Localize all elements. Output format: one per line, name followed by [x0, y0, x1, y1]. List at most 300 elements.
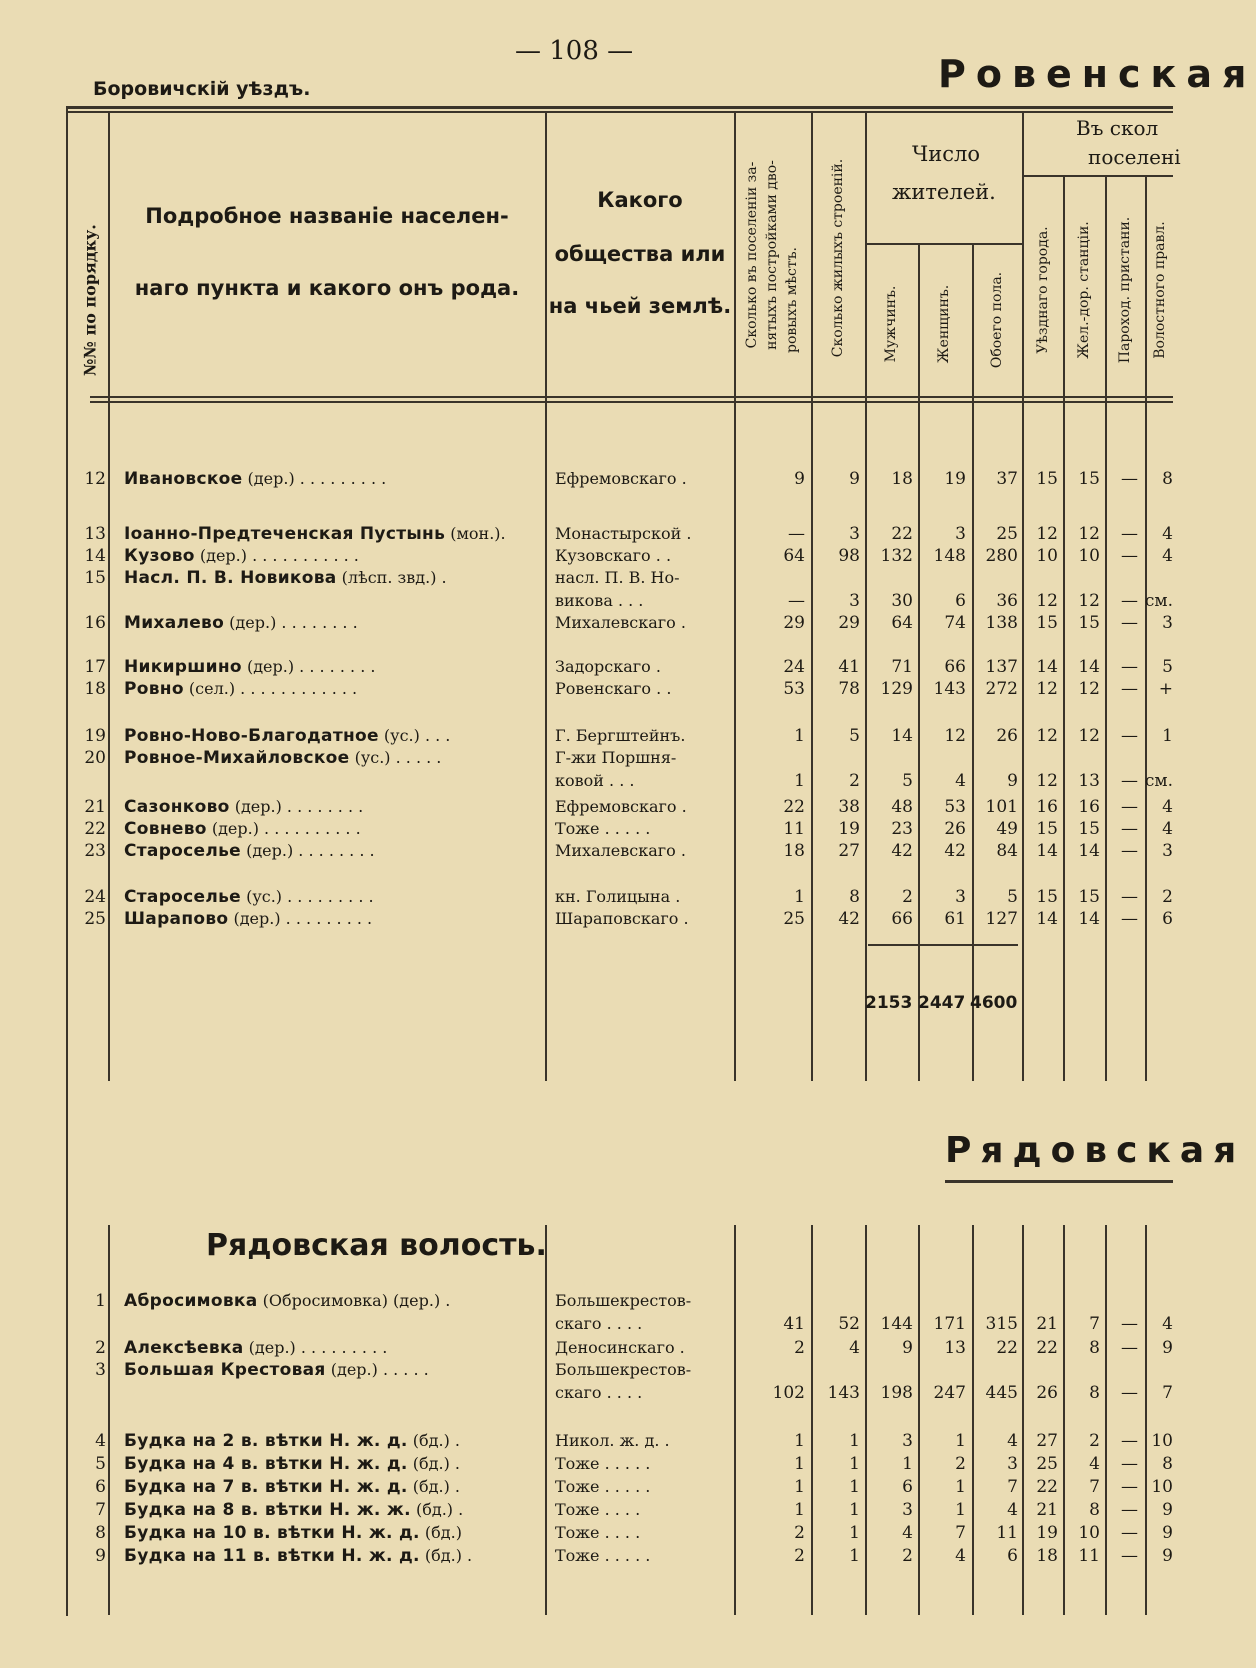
cell-s: 78 — [838, 679, 860, 699]
cell-r: 4 — [1089, 1454, 1100, 1474]
leader-dots: . . . . . . . . — [276, 613, 358, 632]
leader-dots: . . . . . . . . . . — [258, 819, 361, 838]
cell-s: 3 — [849, 591, 860, 611]
cell-n: 14 — [84, 546, 106, 566]
table-row — [0, 1382, 1173, 1404]
place-type: (ус.) — [378, 726, 420, 745]
cell-u: 12 — [1036, 771, 1058, 791]
cell-r: 15 — [1078, 887, 1100, 907]
cell-comm: насл. П. В. Но- — [555, 568, 680, 587]
table-row — [0, 656, 1173, 678]
cell-s: 1 — [849, 1431, 860, 1451]
place-type: (дер.) — [241, 657, 295, 676]
cell-n: 24 — [84, 887, 106, 907]
cell-u: 21 — [1036, 1500, 1058, 1520]
leader-dots: . . . . . — [390, 748, 442, 767]
cell-name — [124, 840, 375, 862]
header-num: №№ по порядку. — [80, 224, 100, 376]
cell-r: 12 — [1078, 591, 1100, 611]
table-row — [0, 523, 1173, 545]
cell-name — [124, 818, 361, 840]
cell-v: 1 — [1162, 726, 1173, 746]
cell-comm: Тоже . . . . . — [555, 819, 651, 838]
table-row — [0, 590, 1173, 612]
cell-v: см. — [1144, 771, 1173, 791]
cell-s: 9 — [849, 469, 860, 489]
cell-b: 137 — [985, 657, 1018, 677]
table-row — [0, 886, 1173, 908]
table-row — [0, 1290, 1173, 1312]
place-name: Староселье — [124, 887, 241, 907]
cell-b: 315 — [985, 1314, 1018, 1334]
leader-dots: . . . . . . . . . . . . — [235, 679, 358, 698]
cell-name — [124, 1476, 460, 1498]
cell-s: 38 — [838, 797, 860, 817]
place-type: (бд.) — [407, 1431, 450, 1450]
cell-s: 1 — [849, 1546, 860, 1566]
leader-dots: . . . . . . . . . — [294, 469, 387, 488]
table-row — [0, 1522, 1173, 1544]
cell-r: 7 — [1089, 1314, 1100, 1334]
cell-comm: Тоже . . . . . — [555, 1477, 651, 1496]
volost-title-mid: Рядовская — [945, 1130, 1246, 1171]
place-type: (бд.) — [419, 1546, 462, 1565]
place-name: Староселье — [124, 841, 241, 861]
table-row — [0, 840, 1173, 862]
cell-p: — — [1121, 1500, 1138, 1520]
cell-r: 12 — [1078, 524, 1100, 544]
place-name: Большая Крестовая — [124, 1360, 326, 1380]
cell-v: 8 — [1162, 1454, 1173, 1474]
cell-m: 1 — [902, 1454, 913, 1474]
cell-m: 5 — [902, 771, 913, 791]
cell-s: 143 — [827, 1383, 860, 1403]
table-row — [0, 770, 1173, 792]
cell-u: 15 — [1036, 887, 1058, 907]
cell-name — [124, 908, 372, 930]
cell-p: — — [1121, 546, 1138, 566]
cell-d: 64 — [783, 546, 805, 566]
cell-comm: Ефремовскаго . — [555, 469, 687, 488]
table-row — [0, 796, 1173, 818]
header-comm-1: Какого — [597, 188, 683, 212]
cell-d: 24 — [783, 657, 805, 677]
table-row — [0, 1313, 1173, 1335]
table-row — [0, 747, 1173, 769]
leader-dots: . — [449, 1454, 460, 1473]
cell-comm: Г. Бергштейнъ. — [555, 726, 686, 745]
place-type: (дер.) — [194, 546, 247, 565]
cell-r: 15 — [1078, 469, 1100, 489]
cell-v: 3 — [1162, 841, 1173, 861]
cell-f: 143 — [933, 679, 966, 699]
cell-m: 18 — [891, 469, 913, 489]
cell-n: 2 — [95, 1338, 106, 1358]
cell-p: — — [1121, 679, 1138, 699]
cell-r: 14 — [1078, 841, 1100, 861]
cell-s: 1 — [849, 1500, 860, 1520]
cell-b: 272 — [985, 679, 1018, 699]
cell-v: 9 — [1162, 1338, 1173, 1358]
cell-f: 42 — [944, 841, 966, 861]
cell-comm: Задорскаго . — [555, 657, 661, 676]
table-row — [0, 725, 1173, 747]
cell-u: 14 — [1036, 657, 1058, 677]
cell-v: 10 — [1151, 1431, 1173, 1451]
cell-n: 4 — [95, 1431, 106, 1451]
cell-name — [124, 796, 363, 818]
place-name: Алексѣевка — [124, 1338, 244, 1358]
cell-p: — — [1121, 1383, 1138, 1403]
cell-comm: Ефремовскаго . — [555, 797, 687, 816]
cell-r: 16 — [1078, 797, 1100, 817]
cell-u: 22 — [1036, 1338, 1058, 1358]
cell-u: 15 — [1036, 469, 1058, 489]
cell-u: 27 — [1036, 1431, 1058, 1451]
cell-f: 74 — [944, 613, 966, 633]
cell-d: 9 — [794, 469, 805, 489]
header-both: Обоего пола. — [989, 271, 1005, 369]
cell-r: 8 — [1089, 1383, 1100, 1403]
place-type: (дер.) — [242, 469, 295, 488]
place-type: (лѣсп. звд.) — [336, 568, 437, 587]
cell-r: 2 — [1089, 1431, 1100, 1451]
cell-u: 12 — [1036, 726, 1058, 746]
cell-comm: ковой . . . — [555, 771, 635, 790]
cell-v: 4 — [1162, 797, 1173, 817]
cell-d: 18 — [783, 841, 805, 861]
leader-dots: . — [440, 1291, 451, 1310]
cell-name — [124, 1545, 472, 1567]
cell-d: 1 — [794, 1431, 805, 1451]
cell-n: 25 — [84, 909, 106, 929]
leader-dots: . . . . . . . . . — [280, 909, 373, 928]
cell-n: 17 — [84, 657, 106, 677]
cell-b: 6 — [1007, 1546, 1018, 1566]
table-row — [0, 1359, 1173, 1381]
cell-u: 26 — [1036, 1383, 1058, 1403]
cell-d: 2 — [794, 1523, 805, 1543]
cell-m: 3 — [902, 1431, 913, 1451]
cell-n: 9 — [95, 1546, 106, 1566]
leader-dots: . — [453, 1500, 464, 1519]
table-row — [0, 1499, 1173, 1521]
cell-s: 5 — [849, 726, 860, 746]
leader-dots: . . . . . . . . — [293, 841, 375, 860]
volost-title-top: Ровенская — [938, 52, 1256, 96]
header-female: Женщинъ. — [936, 284, 952, 364]
cell-f: 1 — [955, 1477, 966, 1497]
place-name: Абросимовка — [124, 1291, 258, 1311]
place-name: Кузово — [124, 546, 195, 566]
cell-s: 42 — [838, 909, 860, 929]
cell-name — [124, 678, 357, 700]
cell-p: — — [1121, 841, 1138, 861]
cell-f: 26 — [944, 819, 966, 839]
cell-comm: Тоже . . . . — [555, 1500, 641, 1519]
cell-p: — — [1121, 887, 1138, 907]
place-name: Ровно — [124, 679, 184, 699]
uezd-title: Боровичскій уѣздъ. — [93, 78, 311, 100]
cell-f: 66 — [944, 657, 966, 677]
cell-b: 9 — [1007, 771, 1018, 791]
cell-r: 14 — [1078, 909, 1100, 929]
cell-u: 12 — [1036, 524, 1058, 544]
cell-name — [124, 1453, 460, 1475]
cell-n: 5 — [95, 1454, 106, 1474]
place-type: (бд.) — [407, 1454, 450, 1473]
cell-name — [124, 1359, 429, 1381]
place-name: Никиршино — [124, 657, 242, 677]
cell-comm: Кузовскаго . . — [555, 546, 672, 565]
place-type: (ус.) — [349, 748, 391, 767]
cell-u: 22 — [1036, 1477, 1058, 1497]
table-row — [0, 1545, 1173, 1567]
leader-dots: . . . . . — [377, 1360, 429, 1379]
cell-comm: Большекрестов- — [555, 1360, 692, 1379]
cell-m: 2 — [902, 1546, 913, 1566]
place-type: (дер.) — [229, 797, 282, 816]
cell-name — [124, 886, 374, 908]
cell-p: — — [1121, 1338, 1138, 1358]
cell-d: 29 — [783, 613, 805, 633]
cell-s: 1 — [849, 1477, 860, 1497]
cell-m: 129 — [880, 679, 913, 699]
leader-dots: . — [449, 1431, 460, 1450]
cell-b: 4 — [1007, 1500, 1018, 1520]
cell-m: 2 — [902, 887, 913, 907]
cell-v: 8 — [1162, 469, 1173, 489]
place-name: Совнево — [124, 819, 207, 839]
place-name: Ивановское — [124, 469, 243, 489]
table-row — [0, 1453, 1173, 1475]
cell-f: 247 — [933, 1383, 966, 1403]
cell-d: 11 — [783, 819, 805, 839]
place-name: Михалево — [124, 613, 225, 633]
cell-v: 9 — [1162, 1500, 1173, 1520]
place-name: Будка на 11 в. вѣтки Н. ж. д. — [124, 1546, 420, 1566]
cell-d: 22 — [783, 797, 805, 817]
cell-n: 20 — [84, 748, 106, 768]
cell-f: 148 — [933, 546, 966, 566]
cell-v: 10 — [1151, 1477, 1173, 1497]
cell-b: 49 — [996, 819, 1018, 839]
header-chislo-1: Число — [912, 142, 980, 166]
cell-p: — — [1121, 657, 1138, 677]
cell-n: 8 — [95, 1523, 106, 1543]
cell-m: 9 — [902, 1338, 913, 1358]
cell-s: 3 — [849, 524, 860, 544]
header-stroen: Сколько жилыхъ строеній. — [830, 158, 846, 358]
cell-name — [124, 523, 506, 545]
cell-m: 132 — [880, 546, 913, 566]
cell-v: 6 — [1162, 909, 1173, 929]
cell-d: — — [788, 524, 805, 544]
header-name-2: наго пункта и какого онъ рода. — [134, 276, 520, 300]
header-vsk-1: Въ скол — [1076, 116, 1159, 140]
cell-name — [124, 1430, 460, 1452]
place-name: Ровное-Михайловское — [124, 748, 350, 768]
cell-comm: Г-жи Поршня- — [555, 748, 677, 767]
cell-b: 445 — [985, 1383, 1018, 1403]
place-type: (бд.) — [407, 1477, 450, 1496]
cell-b: 138 — [985, 613, 1018, 633]
cell-r: 8 — [1089, 1500, 1100, 1520]
cell-n: 3 — [95, 1360, 106, 1380]
cell-u: 14 — [1036, 909, 1058, 929]
cell-b: 37 — [996, 469, 1018, 489]
place-type: (сел.) — [183, 679, 236, 698]
header-uezd-city: Уѣзднаго города. — [1035, 226, 1051, 354]
cell-m: 14 — [891, 726, 913, 746]
cell-comm: викова . . . — [555, 591, 644, 610]
cell-n: 18 — [84, 679, 106, 699]
cell-d: — — [788, 591, 805, 611]
cell-b: 4 — [1007, 1431, 1018, 1451]
cell-p: — — [1121, 613, 1138, 633]
place-name: Шарапово — [124, 909, 229, 929]
cell-b: 7 — [1007, 1477, 1018, 1497]
cell-p: — — [1121, 1477, 1138, 1497]
cell-comm: Шараповскаго . — [555, 909, 689, 928]
place-type: (ус.) — [241, 887, 283, 906]
cell-d: 53 — [783, 679, 805, 699]
cell-u: 10 — [1036, 546, 1058, 566]
cell-s: 1 — [849, 1523, 860, 1543]
total-female: 2447 — [918, 993, 966, 1013]
cell-v: 3 — [1162, 613, 1173, 633]
cell-v: 4 — [1162, 546, 1173, 566]
cell-n: 12 — [84, 469, 106, 489]
place-name: Будка на 10 в. вѣтки Н. ж. д. — [124, 1523, 420, 1543]
cell-r: 10 — [1078, 1523, 1100, 1543]
cell-r: 11 — [1078, 1546, 1100, 1566]
cell-f: 4 — [955, 1546, 966, 1566]
cell-b: 11 — [996, 1523, 1018, 1543]
header-male: Мужчинъ. — [883, 285, 899, 363]
cell-v: 4 — [1162, 524, 1173, 544]
cell-m: 4 — [902, 1523, 913, 1543]
cell-n: 16 — [84, 613, 106, 633]
cell-r: 12 — [1078, 679, 1100, 699]
table-row — [0, 818, 1173, 840]
cell-f: 3 — [955, 524, 966, 544]
cell-u: 16 — [1036, 797, 1058, 817]
cell-v: + — [1158, 679, 1173, 699]
cell-p: — — [1121, 726, 1138, 746]
cell-p: — — [1121, 469, 1138, 489]
cell-s: 98 — [838, 546, 860, 566]
cell-comm: Тоже . . . . . — [555, 1546, 651, 1565]
total-both: 4600 — [970, 993, 1018, 1013]
cell-d: 2 — [794, 1546, 805, 1566]
table-row — [0, 1476, 1173, 1498]
cell-b: 84 — [996, 841, 1018, 861]
cell-comm: кн. Голицына . — [555, 887, 681, 906]
table-row — [0, 612, 1173, 634]
cell-comm: скаго . . . . — [555, 1383, 643, 1402]
cell-f: 12 — [944, 726, 966, 746]
cell-n: 15 — [84, 568, 106, 588]
leader-dots: . . . . . . . . . — [295, 1338, 388, 1357]
cell-v: 9 — [1162, 1523, 1173, 1543]
cell-s: 29 — [838, 613, 860, 633]
cell-n: 19 — [84, 726, 106, 746]
leader-dots: . — [436, 568, 447, 587]
cell-r: 14 — [1078, 657, 1100, 677]
place-name: Сазонково — [124, 797, 230, 817]
cell-name — [124, 612, 358, 634]
cell-b: 3 — [1007, 1454, 1018, 1474]
cell-d: 1 — [794, 1477, 805, 1497]
place-type: (дер.) — [206, 819, 259, 838]
place-type: (Обросимовка) (дер.) — [257, 1291, 441, 1310]
cell-m: 144 — [880, 1314, 913, 1334]
cell-n: 22 — [84, 819, 106, 839]
table-row — [0, 1430, 1173, 1452]
place-type: (мон.). — [445, 524, 506, 543]
cell-f: 19 — [944, 469, 966, 489]
cell-r: 15 — [1078, 613, 1100, 633]
cell-d: 41 — [783, 1314, 805, 1334]
header-dvor-1: Сколько въ поселеніи за- — [744, 161, 760, 349]
cell-name — [124, 1337, 387, 1359]
cell-name — [124, 656, 375, 678]
cell-p: — — [1121, 909, 1138, 929]
cell-f: 3 — [955, 887, 966, 907]
cell-s: 41 — [838, 657, 860, 677]
cell-m: 66 — [891, 909, 913, 929]
leader-dots: . . . — [419, 726, 451, 745]
cell-comm: Тоже . . . . — [555, 1523, 641, 1542]
leader-dots: . — [449, 1477, 460, 1496]
cell-p: — — [1121, 1546, 1138, 1566]
header-rail: Жел.-дор. станціи. — [1076, 221, 1092, 359]
header-name-1: Подробное названіе населен- — [145, 204, 509, 228]
cell-m: 71 — [891, 657, 913, 677]
cell-s: 1 — [849, 1454, 860, 1474]
cell-n: 1 — [95, 1291, 106, 1311]
cell-r: 15 — [1078, 819, 1100, 839]
cell-d: 1 — [794, 1500, 805, 1520]
cell-b: 36 — [996, 591, 1018, 611]
table-row — [0, 545, 1173, 567]
cell-d: 2 — [794, 1338, 805, 1358]
cell-p: — — [1121, 1314, 1138, 1334]
cell-v: 4 — [1162, 819, 1173, 839]
header-dvor-3: ровыхъ мѣстъ. — [784, 247, 800, 353]
place-name: Насл. П. В. Новикова — [124, 568, 337, 588]
cell-d: 1 — [794, 887, 805, 907]
cell-m: 64 — [891, 613, 913, 633]
cell-v: см. — [1144, 591, 1173, 611]
cell-p: — — [1121, 819, 1138, 839]
cell-n: 7 — [95, 1500, 106, 1520]
total-male: 2153 — [865, 993, 913, 1013]
cell-m: 48 — [891, 797, 913, 817]
table-row — [0, 908, 1173, 930]
header-steam: Пароход. пристани. — [1117, 216, 1133, 364]
cell-comm: Михалевскаго . — [555, 841, 686, 860]
cell-f: 4 — [955, 771, 966, 791]
cell-n: 23 — [84, 841, 106, 861]
cell-f: 7 — [955, 1523, 966, 1543]
cell-n: 21 — [84, 797, 106, 817]
cell-f: 171 — [933, 1314, 966, 1334]
cell-m: 23 — [891, 819, 913, 839]
place-type: (дер.) — [228, 909, 281, 928]
cell-r: 12 — [1078, 726, 1100, 746]
